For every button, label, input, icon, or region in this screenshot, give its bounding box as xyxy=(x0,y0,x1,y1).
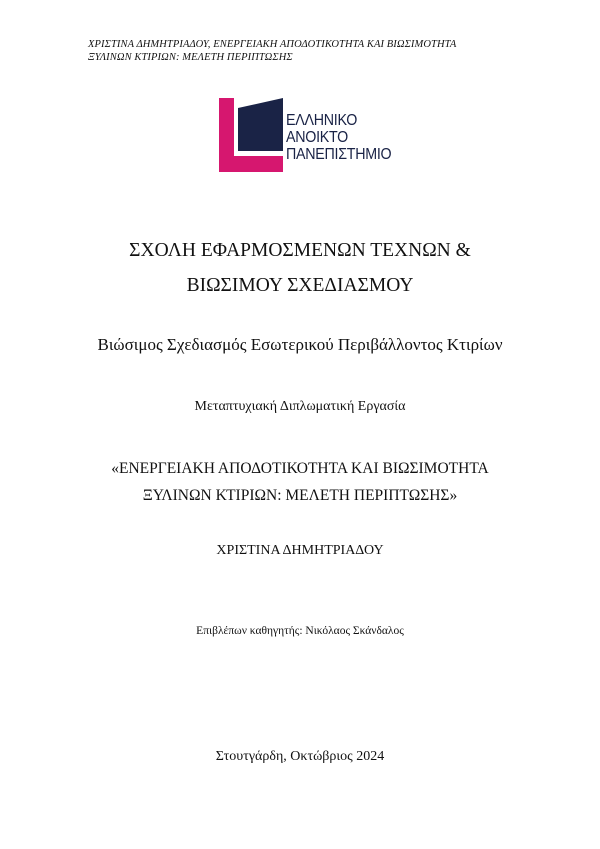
running-header-line-1: ΧΡΙΣΤΙΝΑ ΔΗΜΗΤΡΙΑΔΟΥ, ΕΝΕΡΓΕΙΑΚΗ ΑΠΟΔΟΤΙΚΟΤΗΤΑ ΚΑΙ ΒΙΩΣΙΜΟΤΗΤΑ xyxy=(88,39,457,50)
school-name-line-1: ΣΧΟΛΗ ΕΦΑΡΜΟΣΜΕΝΩΝ ΤΕΧΝΩΝ & xyxy=(129,240,471,261)
thesis-title xyxy=(0,455,600,509)
logo-line-1: ΕΛΛΗΝΙΚΟ xyxy=(286,112,358,129)
university-logo-mark xyxy=(219,98,283,172)
place-and-date: Στουτγάρδη, Οκτώβριος 2024 xyxy=(215,749,385,764)
author-name: ΧΡΙΣΤΙΝΑ ΔΗΜΗΤΡΙΑΔΟΥ xyxy=(216,543,384,558)
logo-navy-shape xyxy=(238,98,283,151)
logo-wordmark xyxy=(286,112,391,163)
supervisor: Επιβλέπων καθηγητής: Νικόλαος Σκάνδαλος xyxy=(196,625,404,637)
logo-line-3: ΠΑΝΕΠΙΣΤΗΜΙΟ xyxy=(286,146,392,163)
school-name-line-2: ΒΙΩΣΙΜΟΥ ΣΧΕΔΙΑΣΜΟΥ xyxy=(186,275,414,296)
thesis-title-line-2: ΞΥΛΙΝΩΝ ΚΤΙΡΙΩΝ: ΜΕΛΕΤΗ ΠΕΡΙΠΤΩΣΗΣ» xyxy=(142,487,458,504)
university-logo xyxy=(219,98,409,172)
running-header xyxy=(88,38,528,64)
school-name xyxy=(0,233,600,303)
thesis-type: Μεταπτυχιακή Διπλωματική Εργασία xyxy=(194,399,406,414)
logo-line-2: ΑΝΟΙΚΤΟ xyxy=(286,129,348,146)
program-name: Βιώσιμος Σχεδιασμός Εσωτερικού Περιβάλλοντος Κτιρίων xyxy=(97,335,503,354)
thesis-title-line-1: «ΕΝΕΡΓΕΙΑΚΗ ΑΠΟΔΟΤΙΚΟΤΗΤΑ ΚΑΙ ΒΙΩΣΙΜΟΤΗΤΑ xyxy=(111,460,489,477)
running-header-line-2: ΞΥΛΙΝΩΝ ΚΤΙΡΙΩΝ: ΜΕΛΕΤΗ ΠΕΡΙΠΤΩΣΗΣ xyxy=(88,52,293,63)
